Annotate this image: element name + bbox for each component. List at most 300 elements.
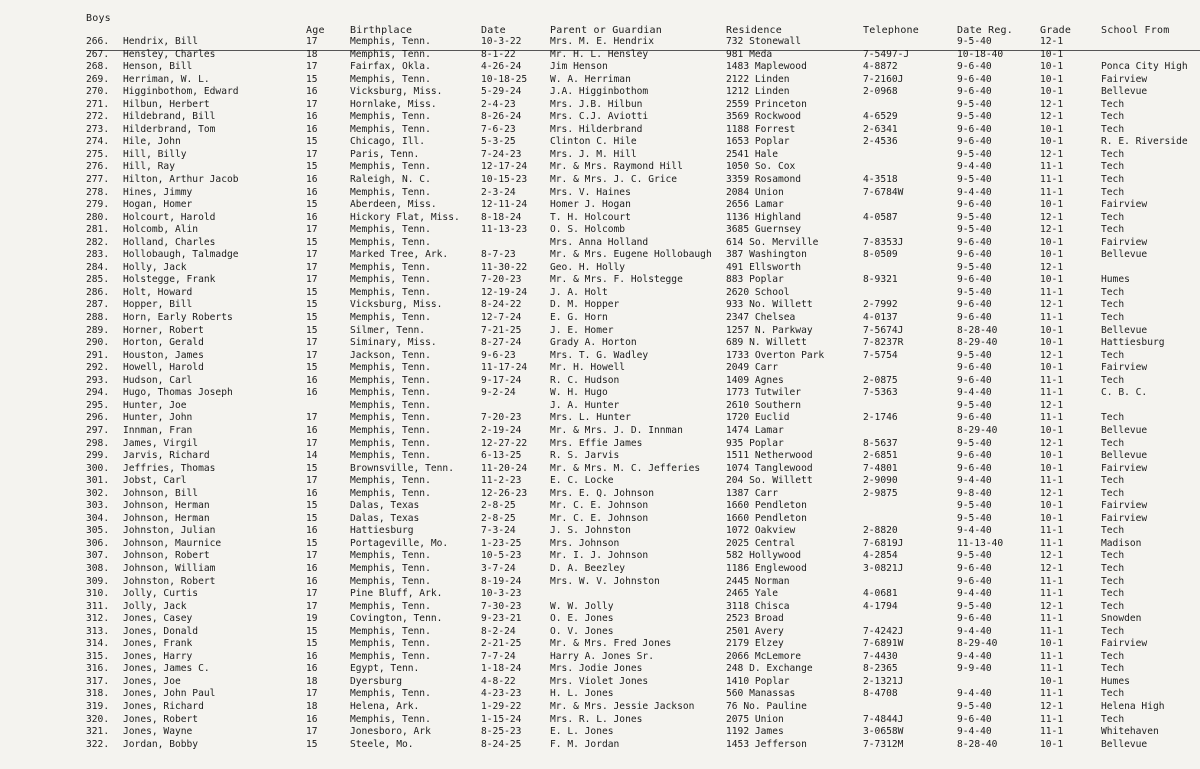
student-name: Jones, Richard — [123, 700, 204, 712]
residence: 1212 Linden — [726, 86, 790, 98]
parent-guardian: Mrs. V. Haines — [550, 186, 631, 198]
birth-date: 12-17-24 — [481, 161, 528, 173]
telephone: 2-7992 — [863, 299, 898, 311]
residence: 1192 James — [726, 726, 784, 738]
telephone: 7-5674J — [863, 324, 904, 336]
student-name: Hendrix, Bill — [123, 36, 199, 47]
residence: 2559 Princeton — [726, 98, 807, 110]
residence: 3118 Chisca — [726, 600, 790, 612]
table-row — [0, 676, 1200, 689]
school-from: Tech — [1101, 525, 1125, 537]
residence: 1511 Netherwood — [726, 450, 813, 462]
student-name: Hilton, Arthur Jacob — [123, 174, 239, 186]
row-number: 272. — [86, 111, 110, 123]
telephone: 4-1794 — [863, 600, 898, 612]
table-row — [0, 362, 1200, 375]
date-registered: 9-6-40 — [957, 713, 992, 725]
telephone: 8-9321 — [863, 274, 898, 286]
age: 16 — [306, 650, 318, 662]
date-registered: 9-4-40 — [957, 525, 992, 537]
birth-date: 4-23-23 — [481, 688, 522, 700]
parent-guardian: Mrs. M. E. Hendrix — [550, 36, 654, 47]
date-registered: 8-28-40 — [957, 324, 998, 336]
grade: 11-1 — [1040, 174, 1064, 186]
birthplace: Memphis, Tenn. — [350, 374, 431, 386]
table-row — [0, 651, 1200, 664]
date-registered: 9-4-40 — [957, 186, 992, 198]
student-name: Jeffries, Thomas — [123, 462, 216, 474]
student-name: Holcourt, Harold — [123, 211, 216, 223]
residence: 1409 Agnes — [726, 374, 784, 386]
student-name: Horn, Early Roberts — [123, 312, 233, 324]
grade: 10-1 — [1040, 136, 1064, 148]
residence: 614 So. Merville — [726, 236, 819, 248]
row-number: 276. — [86, 161, 110, 173]
birthplace: Dyersburg — [350, 675, 402, 687]
age: 16 — [306, 424, 318, 436]
table-row — [0, 588, 1200, 601]
birthplace: Hattiesburg — [350, 525, 414, 537]
parent-guardian: Grady A. Horton — [550, 337, 637, 349]
student-name: Holly, Jack — [123, 261, 187, 273]
school-from: Tech — [1101, 286, 1125, 298]
age: 15 — [306, 312, 318, 324]
school-from: Tech — [1101, 475, 1125, 487]
telephone: 4-3518 — [863, 174, 898, 186]
table-row — [0, 187, 1200, 200]
birthplace: Marked Tree, Ark. — [350, 249, 449, 261]
telephone: 7-6784W — [863, 186, 904, 198]
residence: 3569 Rockwood — [726, 111, 802, 123]
residence: 3685 Guernsey — [726, 224, 802, 236]
birthplace: Memphis, Tenn. — [350, 261, 431, 273]
age: 15 — [306, 638, 318, 650]
grade: 12-1 — [1040, 299, 1064, 311]
residence: 1136 Highland — [726, 211, 802, 223]
telephone: 8-5637 — [863, 437, 898, 449]
school-from: Tech — [1101, 186, 1125, 198]
age: 15 — [306, 73, 318, 85]
grade: 12-1 — [1040, 550, 1064, 562]
row-number: 269. — [86, 73, 110, 85]
grade: 12-1 — [1040, 111, 1064, 123]
table-row — [0, 86, 1200, 99]
header-date-reg: Date Reg. — [957, 25, 1013, 36]
student-name: Hollobaugh, Talmadge — [123, 249, 239, 261]
age: 14 — [306, 450, 318, 462]
row-number: 292. — [86, 362, 110, 374]
birth-date: 7-20-23 — [481, 412, 522, 424]
grade: 10-1 — [1040, 236, 1064, 248]
grade: 11-1 — [1040, 387, 1064, 399]
age: 17 — [306, 36, 318, 47]
row-number: 287. — [86, 299, 110, 311]
date-registered: 9-5-40 — [957, 224, 992, 236]
date-registered: 9-6-40 — [957, 249, 992, 261]
residence: 2066 McLemore — [726, 650, 802, 662]
ledger-rows — [0, 36, 1200, 751]
telephone: 2-1321J — [863, 675, 904, 687]
telephone: 2-6341 — [863, 123, 898, 135]
birthplace: Memphis, Tenn. — [350, 487, 431, 499]
row-number: 293. — [86, 374, 110, 386]
school-from: Tech — [1101, 550, 1125, 562]
age: 17 — [306, 61, 318, 73]
grade: 10-1 — [1040, 199, 1064, 211]
table-row — [0, 425, 1200, 438]
age: 15 — [306, 362, 318, 374]
table-row — [0, 287, 1200, 300]
date-registered: 9-6-40 — [957, 575, 992, 587]
student-name: Jobst, Carl — [123, 475, 187, 487]
birthplace: Helena, Ark. — [350, 700, 420, 712]
parent-guardian: Mr. C. E. Johnson — [550, 512, 649, 524]
birth-date: 6-13-25 — [481, 450, 522, 462]
birthplace: Memphis, Tenn. — [350, 161, 431, 173]
table-row — [0, 688, 1200, 701]
student-name: Jolly, Curtis — [123, 588, 199, 600]
grade: 12-1 — [1040, 148, 1064, 160]
table-row — [0, 450, 1200, 463]
birth-date: 8-27-24 — [481, 337, 522, 349]
table-row — [0, 312, 1200, 325]
age: 17 — [306, 475, 318, 487]
student-name: Hunter, Joe — [123, 399, 187, 411]
birthplace: Memphis, Tenn. — [350, 450, 431, 462]
parent-guardian: Harry A. Jones Sr. — [550, 650, 654, 662]
student-name: Holt, Howard — [123, 286, 193, 298]
parent-guardian: Mrs. R. L. Jones — [550, 713, 643, 725]
date-registered: 9-6-40 — [957, 450, 992, 462]
age: 15 — [306, 500, 318, 512]
birth-date: 7-20-23 — [481, 274, 522, 286]
telephone: 7-8237R — [863, 337, 904, 349]
telephone: 7-2160J — [863, 73, 904, 85]
residence: 2049 Carr — [726, 362, 778, 374]
student-name: Hensley, Charles — [123, 48, 216, 60]
residence: 1188 Forrest — [726, 123, 796, 135]
date-registered: 9-5-40 — [957, 399, 992, 411]
table-row — [0, 350, 1200, 363]
telephone: 8-0509 — [863, 249, 898, 261]
birth-date: 3-7-24 — [481, 562, 516, 574]
birth-date: 7-3-24 — [481, 525, 516, 537]
birth-date: 10-15-23 — [481, 174, 528, 186]
telephone: 2-0968 — [863, 86, 898, 98]
birth-date: 7-30-23 — [481, 600, 522, 612]
table-row — [0, 387, 1200, 400]
age: 17 — [306, 337, 318, 349]
date-registered: 11-13-40 — [957, 537, 1004, 549]
parent-guardian: Mrs. Johnson — [550, 537, 620, 549]
school-from: Bellevue — [1101, 424, 1148, 436]
row-number: 309. — [86, 575, 110, 587]
school-from: Snowden — [1101, 613, 1142, 625]
grade: 11-1 — [1040, 186, 1064, 198]
birthplace: Memphis, Tenn. — [350, 399, 431, 411]
parent-guardian: Clinton C. Hile — [550, 136, 637, 148]
row-number: 307. — [86, 550, 110, 562]
student-name: Hildebrand, Bill — [123, 111, 216, 123]
row-number: 312. — [86, 613, 110, 625]
student-name: Jones, John Paul — [123, 688, 216, 700]
school-from: Fairview — [1101, 512, 1148, 524]
residence: 1074 Tanglewood — [726, 462, 813, 474]
birth-date: 11-2-23 — [481, 475, 522, 487]
school-from: Tech — [1101, 575, 1125, 587]
date-registered: 9-6-40 — [957, 61, 992, 73]
date-registered: 9-5-40 — [957, 111, 992, 123]
date-registered: 9-6-40 — [957, 462, 992, 474]
age: 16 — [306, 562, 318, 574]
school-from: Tech — [1101, 123, 1125, 135]
birthplace: Memphis, Tenn. — [350, 286, 431, 298]
residence: 2445 Norman — [726, 575, 790, 587]
birthplace: Memphis, Tenn. — [350, 362, 431, 374]
row-number: 288. — [86, 312, 110, 324]
parent-guardian: Mr. & Mrs. F. Holstegge — [550, 274, 683, 286]
birthplace: Memphis, Tenn. — [350, 186, 431, 198]
grade: 10-1 — [1040, 61, 1064, 73]
school-from: Humes — [1101, 274, 1130, 286]
school-from: Tech — [1101, 349, 1125, 361]
table-row — [0, 714, 1200, 727]
age: 15 — [306, 236, 318, 248]
school-from: Tech — [1101, 98, 1125, 110]
birth-date: 8-2-24 — [481, 625, 516, 637]
grade: 11-1 — [1040, 726, 1064, 738]
student-name: Hines, Jimmy — [123, 186, 193, 198]
table-row — [0, 576, 1200, 589]
birth-date: 9-17-24 — [481, 374, 522, 386]
student-name: Holland, Charles — [123, 236, 216, 248]
row-number: 299. — [86, 450, 110, 462]
date-registered: 9-4-40 — [957, 625, 992, 637]
student-name: Hilbun, Herbert — [123, 98, 210, 110]
grade: 12-1 — [1040, 211, 1064, 223]
residence: 2656 Lamar — [726, 199, 784, 211]
school-from: Tech — [1101, 161, 1125, 173]
row-number: 319. — [86, 700, 110, 712]
row-number: 275. — [86, 148, 110, 160]
date-registered: 9-6-40 — [957, 412, 992, 424]
parent-guardian: Mr. & Mrs. Fred Jones — [550, 638, 672, 650]
school-from: Tech — [1101, 600, 1125, 612]
birthplace: Memphis, Tenn. — [350, 562, 431, 574]
birthplace: Memphis, Tenn. — [350, 123, 431, 135]
telephone: 2-9090 — [863, 475, 898, 487]
table-row — [0, 488, 1200, 501]
table-row — [0, 463, 1200, 476]
birthplace: Silmer, Tenn. — [350, 324, 426, 336]
parent-guardian: J.A. Higginbothom — [550, 86, 649, 98]
grade: 11-1 — [1040, 625, 1064, 637]
parent-guardian: Jim Henson — [550, 61, 608, 73]
student-name: Johnson, Robert — [123, 550, 210, 562]
residence: 1050 So. Cox — [726, 161, 796, 173]
parent-guardian: O. S. Holcomb — [550, 224, 626, 236]
grade: 10-1 — [1040, 500, 1064, 512]
birth-date: 11-17-24 — [481, 362, 528, 374]
residence: 204 So. Willett — [726, 475, 813, 487]
school-from: Tech — [1101, 148, 1125, 160]
residence: 1072 Oakview — [726, 525, 796, 537]
table-row — [0, 36, 1200, 49]
parent-guardian: F. M. Jordan — [550, 738, 620, 750]
parent-guardian: Mrs. Violet Jones — [550, 675, 649, 687]
residence: 1453 Jefferson — [726, 738, 807, 750]
birthplace: Memphis, Tenn. — [350, 475, 431, 487]
row-number: 302. — [86, 487, 110, 499]
parent-guardian: Mrs. C.J. Aviotti — [550, 111, 649, 123]
parent-guardian: R. C. Hudson — [550, 374, 620, 386]
birth-date: 12-19-24 — [481, 286, 528, 298]
grade: 12-1 — [1040, 562, 1064, 574]
row-number: 320. — [86, 713, 110, 725]
grade: 12-1 — [1040, 399, 1064, 411]
table-row — [0, 262, 1200, 275]
row-number: 281. — [86, 224, 110, 236]
date-registered: 9-5-40 — [957, 500, 992, 512]
school-from: Bellevue — [1101, 324, 1148, 336]
birth-date: 12-27-22 — [481, 437, 528, 449]
birthplace: Memphis, Tenn. — [350, 224, 431, 236]
birthplace: Fairfax, Okla. — [350, 61, 431, 73]
student-name: Hugo, Thomas Joseph — [123, 387, 233, 399]
birthplace: Siminary, Miss. — [350, 337, 437, 349]
residence: 248 D. Exchange — [726, 663, 813, 675]
grade: 10-1 — [1040, 362, 1064, 374]
residence: 560 Manassas — [726, 688, 796, 700]
row-number: 279. — [86, 199, 110, 211]
parent-guardian: Mrs. W. V. Johnston — [550, 575, 660, 587]
student-name: Jones, Robert — [123, 713, 199, 725]
school-from: Tech — [1101, 713, 1125, 725]
telephone: 4-0681 — [863, 588, 898, 600]
grade: 11-1 — [1040, 575, 1064, 587]
age: 15 — [306, 161, 318, 173]
residence: 732 Stonewall — [726, 36, 802, 47]
grade: 10-1 — [1040, 675, 1064, 687]
birthplace: Jonesboro, Ark — [350, 726, 431, 738]
birth-date: 10-18-25 — [481, 73, 528, 85]
table-row — [0, 513, 1200, 526]
table-row — [0, 274, 1200, 287]
parent-guardian: J. A. Holt — [550, 286, 608, 298]
grade: 12-1 — [1040, 261, 1064, 273]
row-number: 271. — [86, 98, 110, 110]
age: 18 — [306, 675, 318, 687]
birthplace: Memphis, Tenn. — [350, 713, 431, 725]
table-row — [0, 412, 1200, 425]
school-from: R. E. Riverside — [1101, 136, 1188, 148]
telephone: 4-8872 — [863, 61, 898, 73]
table-row — [0, 601, 1200, 614]
telephone: 4-2854 — [863, 550, 898, 562]
birthplace: Memphis, Tenn. — [350, 236, 431, 248]
birthplace: Chicago, Ill. — [350, 136, 426, 148]
row-number: 270. — [86, 86, 110, 98]
date-registered: 9-4-40 — [957, 726, 992, 738]
birthplace: Memphis, Tenn. — [350, 550, 431, 562]
date-registered: 9-8-40 — [957, 487, 992, 499]
parent-guardian: H. L. Jones — [550, 688, 614, 700]
telephone: 4-6529 — [863, 111, 898, 123]
age: 17 — [306, 249, 318, 261]
student-name: Hudson, Carl — [123, 374, 193, 386]
grade: 10-1 — [1040, 424, 1064, 436]
parent-guardian: Mrs. L. Hunter — [550, 412, 631, 424]
age: 17 — [306, 261, 318, 273]
student-name: Johnson, Maurnice — [123, 537, 222, 549]
row-number: 274. — [86, 136, 110, 148]
table-row — [0, 161, 1200, 174]
row-number: 310. — [86, 588, 110, 600]
table-row — [0, 224, 1200, 237]
header-birthplace: Birthplace — [350, 25, 413, 36]
school-from: Fairview — [1101, 462, 1148, 474]
residence: 2541 Hale — [726, 148, 778, 160]
date-registered: 9-4-40 — [957, 475, 992, 487]
age: 16 — [306, 186, 318, 198]
birth-date: 7-21-25 — [481, 324, 522, 336]
residence: 933 No. Willett — [726, 299, 813, 311]
parent-guardian: Mrs. J.B. Hilbun — [550, 98, 643, 110]
date-registered: 9-4-40 — [957, 387, 992, 399]
telephone: 8-4708 — [863, 688, 898, 700]
grade: 11-1 — [1040, 650, 1064, 662]
row-number: 280. — [86, 211, 110, 223]
birth-date: 1-23-25 — [481, 537, 522, 549]
grade: 12-1 — [1040, 349, 1064, 361]
date-registered: 9-4-40 — [957, 588, 992, 600]
residence: 2347 Chelsea — [726, 312, 796, 324]
parent-guardian: Mr. & Mrs. M. C. Jefferies — [550, 462, 701, 474]
parent-guardian: J. E. Homer — [550, 324, 614, 336]
date-registered: 9-6-40 — [957, 274, 992, 286]
student-name: Johnston, Robert — [123, 575, 216, 587]
telephone: 7-6819J — [863, 537, 904, 549]
age: 18 — [306, 700, 318, 712]
age: 17 — [306, 98, 318, 110]
student-name: Johnson, Herman — [123, 512, 210, 524]
birthplace: Aberdeen, Miss. — [350, 199, 437, 211]
birthplace: Vicksburg, Miss. — [350, 86, 443, 98]
table-row — [0, 49, 1200, 62]
date-registered: 9-5-40 — [957, 600, 992, 612]
grade: 11-1 — [1040, 475, 1064, 487]
birth-date: 12-26-23 — [481, 487, 528, 499]
grade: 12-1 — [1040, 700, 1064, 712]
birthplace: Portageville, Mo. — [350, 537, 449, 549]
residence: 981 Meda — [726, 48, 773, 60]
birth-date: 9-23-21 — [481, 613, 522, 625]
birthplace: Memphis, Tenn. — [350, 73, 431, 85]
parent-guardian: E. C. Locke — [550, 475, 614, 487]
date-registered: 8-29-40 — [957, 638, 998, 650]
grade: 11-1 — [1040, 713, 1064, 725]
parent-guardian: Mr. & Mrs. Raymond Hill — [550, 161, 683, 173]
date-registered: 9-6-40 — [957, 362, 992, 374]
age: 15 — [306, 324, 318, 336]
date-registered: 9-4-40 — [957, 161, 992, 173]
row-number: 298. — [86, 437, 110, 449]
student-name: Johnston, Julian — [123, 525, 216, 537]
school-from: Tech — [1101, 562, 1125, 574]
row-number: 297. — [86, 424, 110, 436]
date-registered: 9-6-40 — [957, 312, 992, 324]
birthplace: Brownsville, Tenn. — [350, 462, 454, 474]
